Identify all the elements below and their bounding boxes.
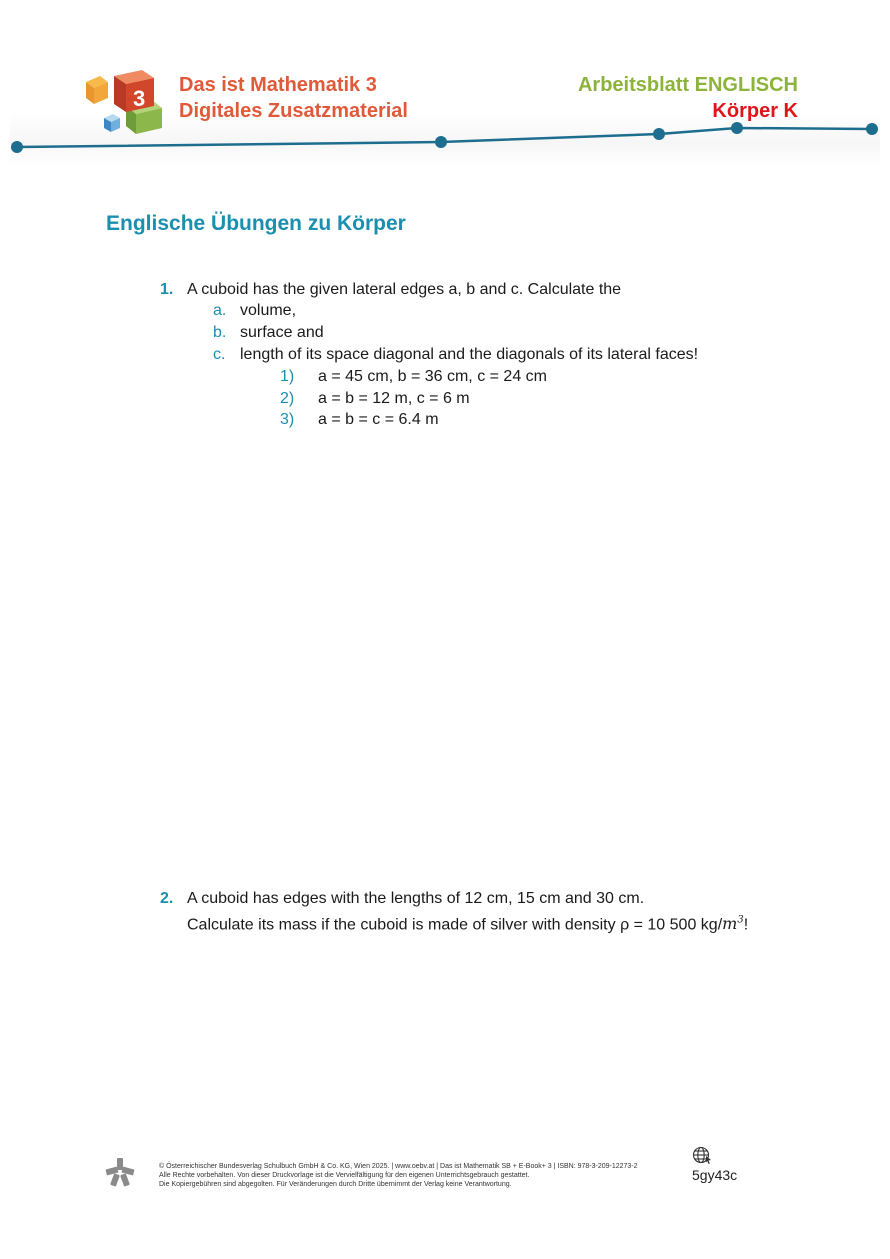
footer-line-1: © Österreichischer Bundesverlag Schulbuch GmbH & Co. KG, Wien 2025. | www.oebv.at | Das ist Mathematik SB + E-Book+ 3 | ISBN: 978-3-209-12273-2: [159, 1163, 638, 1170]
part-letter: b.: [213, 324, 227, 341]
exercise-1-number: [160, 279, 173, 301]
case-2-label: [280, 388, 294, 410]
exercise-1-number-label: 1.: [160, 281, 174, 298]
exercise-2-number-label: 2.: [160, 890, 174, 907]
case-3-text: a = b = c = 6.4 m: [318, 411, 439, 428]
case-1-label: [280, 366, 294, 388]
publisher-logo-icon: [104, 1156, 136, 1188]
globe-icon[interactable]: [692, 1145, 712, 1165]
exercise-1-part-c: [213, 344, 225, 366]
part-a-text: volume,: [240, 302, 297, 319]
footer-line-2: Alle Rechte vorbehalten. Von dieser Druckvorlage ist die Vervielfältigung für den eigenen Unterrichtsgebrauch gestattet.: [159, 1172, 530, 1179]
sheet-topic: Körper K: [712, 100, 798, 122]
case-3-label: [280, 409, 294, 431]
exercise-1-part-a: [213, 300, 226, 322]
unit-exponent: 3: [737, 915, 744, 926]
part-letter: c.: [213, 346, 226, 363]
part-b-text: surface and: [240, 324, 324, 341]
case-1-text: a = 45 cm, b = 36 cm, c = 24 cm: [318, 368, 547, 385]
part-c-text: length of its space diagonal and the diagonals of its lateral faces!: [240, 346, 699, 363]
case-label: 1): [280, 368, 295, 385]
sheet-type: Arbeitsblatt ENGLISCH: [577, 74, 798, 96]
case-label: 2): [280, 390, 295, 407]
book-subtitle: Digitales Zusatzmaterial: [179, 100, 408, 122]
footer-line-3: Die Kopiergebühren sind abgegolten. Für Veränderungen durch Dritte übernimmt der Verlag keine Verantwortung.: [159, 1181, 512, 1188]
case-2-text: a = b = 12 m, c = 6 m: [318, 390, 470, 407]
exercise-2-line2-text: Calculate its mass if the cuboid is made of silver with density ρ = 10 500 kg/: [187, 916, 723, 934]
exercise-2-line2: [187, 910, 748, 936]
online-code[interactable]: 5gy43c: [692, 1167, 738, 1183]
exercise-1-part-b: [213, 322, 226, 344]
part-letter: a.: [213, 302, 227, 319]
page-heading: Englische Übungen zu Körper: [106, 212, 406, 235]
exercise-2-number: [160, 888, 173, 910]
unit-base: m: [722, 914, 738, 934]
exercise-2-line1: A cuboid has edges with the lengths of 12 cm, 15 cm and 30 cm.: [187, 890, 645, 907]
exercise-1-text: A cuboid has the given lateral edges a, b and c. Calculate the: [187, 281, 622, 298]
book-title: Das ist Mathematik 3: [179, 74, 377, 96]
exercise-2-line2-end: !: [743, 916, 749, 934]
footer-copyright: [159, 1162, 689, 1189]
logo-number: 3: [133, 86, 146, 111]
book-logo: [80, 68, 170, 136]
density-unit: [722, 914, 744, 933]
case-label: 3): [280, 411, 295, 428]
